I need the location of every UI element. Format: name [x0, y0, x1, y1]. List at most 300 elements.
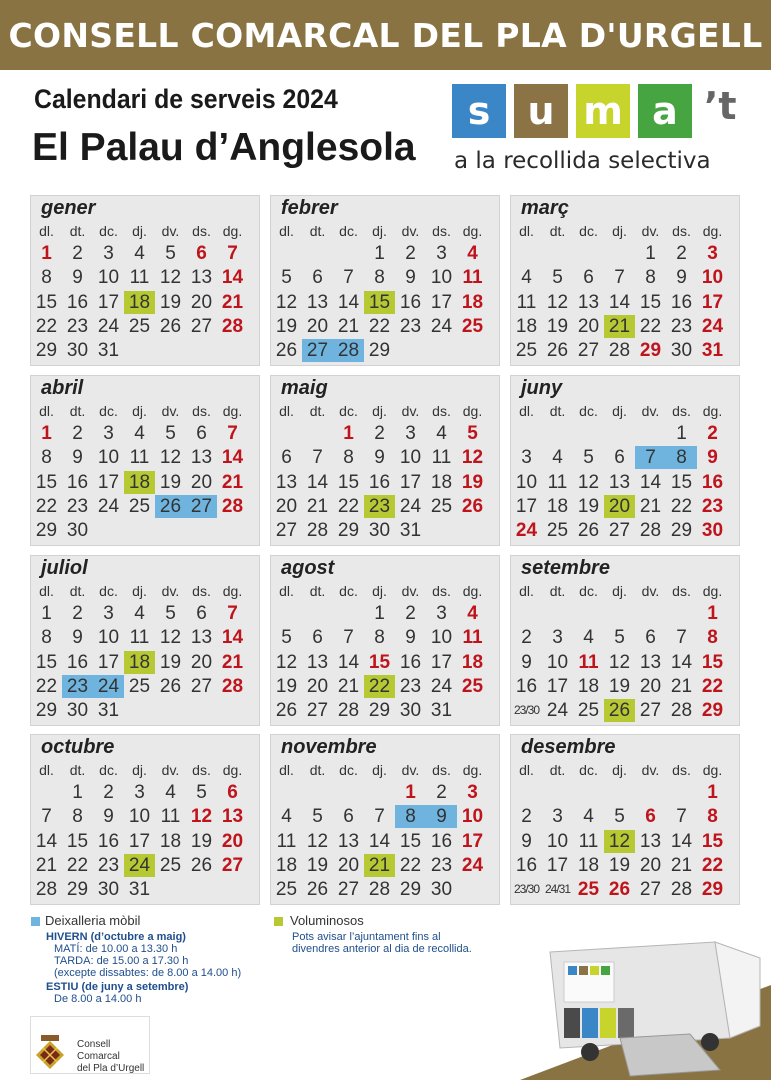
day-cell: 1 [41, 243, 52, 264]
day-cell: 20 [639, 675, 662, 697]
day-cell: 3 [552, 806, 563, 828]
day-cell: 15 [35, 471, 58, 493]
day-cell: 19 [577, 495, 600, 517]
day-cell: 1 [676, 423, 687, 444]
day-cell: 24 [515, 520, 538, 542]
day-cell: 26 [546, 340, 569, 362]
day-cell: 24 [93, 675, 124, 698]
day-cell: 4 [583, 806, 594, 828]
day-cell: 16 [515, 675, 538, 697]
weekday-header: dc. [579, 403, 598, 419]
day-cell: 12 [546, 291, 569, 313]
weekday-header: dv. [401, 583, 420, 599]
day-cell: 9 [72, 267, 83, 289]
day-cell: 19 [275, 315, 298, 337]
day-cell: 15 [337, 471, 360, 493]
day-cell: 30 [399, 700, 422, 722]
weekday-header: dc. [99, 223, 118, 239]
weekday-header: ds. [672, 223, 691, 239]
month-name: juny [521, 377, 563, 399]
day-cell: 13 [190, 447, 213, 469]
day-cell: 15 [66, 830, 89, 852]
day-cell: 3 [521, 447, 532, 469]
day-cell: 18 [461, 651, 484, 673]
weekday-header: dl. [519, 762, 534, 778]
day-cell: 8 [707, 627, 718, 649]
day-cell: 13 [275, 471, 298, 493]
day-cell: 19 [159, 471, 182, 493]
day-cell: 15 [701, 830, 724, 852]
day-cell: 26 [159, 675, 182, 697]
day-cell: 11 [129, 627, 150, 649]
day-cell: 31 [399, 520, 422, 542]
day-cell: 3 [436, 243, 447, 264]
day-cell: 29 [35, 520, 58, 542]
day-cell: 2 [72, 603, 83, 624]
day-cell: 11 [516, 291, 537, 313]
day-cell: 28 [670, 700, 693, 722]
month-febrer [270, 195, 500, 366]
day-cell: 22 [35, 315, 58, 337]
day-cell: 27 [306, 700, 329, 722]
day-cell: 23 [66, 315, 89, 337]
day-cell: 10 [430, 627, 453, 649]
day-cell: 13 [639, 651, 662, 673]
day-cell: 24 [97, 315, 120, 337]
day-cell: 24 [461, 854, 484, 876]
day-cell: 19 [275, 675, 298, 697]
day-cell: 17 [97, 291, 120, 313]
day-cell: 29 [368, 700, 391, 722]
day-cell: 29 [701, 879, 724, 901]
day-cell: 7 [227, 423, 238, 444]
day-cell: 12 [159, 267, 182, 289]
weekday-header: dv. [641, 403, 660, 419]
day-cell: 2 [521, 627, 532, 649]
weekday-header: dl. [519, 583, 534, 599]
month-desembre [510, 734, 740, 905]
day-cell: 28 [333, 339, 364, 362]
day-cell: 31 [430, 700, 453, 722]
day-cell: 6 [312, 627, 323, 649]
day-cell: 20 [306, 315, 329, 337]
day-cell: 12 [604, 830, 635, 853]
weekday-header: ds. [672, 583, 691, 599]
day-cell: 23 [430, 854, 453, 876]
day-cell: 29 [35, 340, 58, 362]
weekday-header: ds. [432, 223, 451, 239]
suma-suffix: ’t [704, 84, 737, 128]
day-cell: 1 [645, 243, 656, 264]
month-gener [30, 195, 260, 366]
weekday-header: dg. [702, 762, 723, 778]
crest-icon [35, 1035, 65, 1069]
day-cell: 21 [35, 854, 58, 876]
day-cell: 18 [577, 854, 600, 876]
month-name: març [521, 197, 569, 219]
day-cell: 4 [134, 423, 145, 444]
weekday-header: dt. [69, 223, 86, 239]
weekday-header: dc. [579, 223, 598, 239]
day-cell: 6 [645, 627, 656, 649]
logo-line: del Pla d’Urgell [77, 1063, 145, 1074]
deixalleria-line: (excepte dissabtes: de 8.00 a 14.00 h) [54, 967, 242, 979]
day-cell: 13 [608, 471, 631, 493]
day-cell: 7 [41, 806, 52, 828]
voluminosos-line: Pots avisar l’ajuntament fins al [292, 931, 441, 943]
day-cell: 1 [707, 782, 718, 803]
day-cell: 10 [97, 447, 120, 469]
day-cell: 26 [159, 315, 182, 337]
day-cell: 27 [608, 520, 631, 542]
day-cell: 30 [701, 520, 724, 542]
day-cell: 25 [128, 675, 151, 697]
weekday-header: ds. [672, 403, 691, 419]
day-cell: 8 [374, 267, 385, 289]
day-cell: 31 [97, 700, 120, 722]
deixalleria-line: HIVERN (d’octubre a maig) [46, 931, 186, 943]
day-cell: 4 [583, 627, 594, 649]
weekday-header: dt. [549, 223, 566, 239]
day-cell: 7 [614, 267, 625, 289]
day-cell: 11 [129, 447, 150, 469]
day-cell: 5 [312, 806, 323, 828]
weekday-header: dg. [462, 583, 483, 599]
day-cell: 30 [368, 520, 391, 542]
day-cell: 11 [431, 447, 452, 469]
day-cell: 4 [521, 267, 532, 289]
weekday-header: dl. [519, 403, 534, 419]
day-cell: 5 [196, 782, 207, 803]
day-cell: 30 [66, 520, 89, 542]
day-cell: 26 [577, 520, 600, 542]
day-cell: 26 [461, 495, 484, 517]
suma-letter-a: a [638, 84, 692, 138]
day-cell: 1 [374, 243, 385, 264]
day-cell: 14 [337, 291, 360, 313]
weekday-header: dl. [39, 223, 54, 239]
day-cell: 28 [306, 520, 329, 542]
month-name: maig [281, 377, 328, 399]
day-cell: 20 [577, 315, 600, 337]
day-cell: 7 [312, 447, 323, 469]
day-cell: 18 [546, 495, 569, 517]
day-cell: 21 [221, 291, 244, 313]
month-novembre [270, 734, 500, 905]
day-cell: 5 [552, 267, 563, 289]
month-octubre [30, 734, 260, 905]
day-cell: 11 [462, 267, 483, 289]
day-cell: 17 [128, 830, 151, 852]
day-cell: 18 [124, 291, 155, 314]
day-cell: 5 [165, 603, 176, 624]
day-cell: 4 [134, 243, 145, 264]
weekday-header: dj. [372, 762, 387, 778]
day-cell: 6 [343, 806, 354, 828]
day-cell: 26 [155, 495, 186, 518]
day-cell: 27 [190, 315, 213, 337]
day-cell: 2 [436, 782, 447, 803]
day-cell: 1 [707, 603, 718, 624]
day-cell: 4 [134, 603, 145, 624]
day-cell: 2 [72, 423, 83, 444]
day-cell: 14 [221, 627, 244, 649]
day-cell: 20 [190, 471, 213, 493]
day-cell: 30 [97, 879, 120, 901]
day-cell: 24 [399, 495, 422, 517]
weekday-header: ds. [192, 403, 211, 419]
deixalleria-line: De 8.00 a 14.00 h [54, 993, 142, 1005]
day-cell: 2 [72, 243, 83, 264]
suma-letter-m: m [576, 84, 630, 138]
weekday-header: dt. [309, 583, 326, 599]
weekday-header: dg. [222, 223, 243, 239]
day-cell: 22 [35, 495, 58, 517]
weekday-header: dj. [612, 223, 627, 239]
day-cell: 10 [97, 627, 120, 649]
town-name: El Palau d’Anglesola [32, 126, 416, 169]
deixalleria-line: TARDA: de 15.00 a 17.30 h [54, 955, 189, 967]
day-cell: 10 [430, 267, 453, 289]
month-name: abril [41, 377, 84, 399]
day-cell: 4 [552, 447, 563, 469]
weekday-header: dt. [69, 403, 86, 419]
weekday-header: dj. [132, 223, 147, 239]
day-cell: 22 [364, 675, 395, 698]
day-cell: 23 [66, 495, 89, 517]
day-cell: 28 [368, 879, 391, 901]
day-cell: 20 [221, 830, 244, 852]
day-cell: 10 [515, 471, 538, 493]
day-cell: 30 [66, 700, 89, 722]
day-cell: 26 [190, 854, 213, 876]
day-cell: 1 [374, 603, 385, 624]
month-name: setembre [521, 557, 610, 579]
weekday-header: dc. [339, 403, 358, 419]
day-cell: 14 [670, 651, 693, 673]
weekday-header: dj. [132, 762, 147, 778]
day-cell: 8 [41, 627, 52, 649]
day-cell: 4 [165, 782, 176, 803]
weekday-header: dv. [641, 762, 660, 778]
deixalleria-line: ESTIU (de juny a setembre) [46, 981, 189, 993]
day-cell: 4 [467, 243, 478, 264]
day-cell: 23/30 [513, 703, 540, 718]
voluminosos-line: divendres anterior al dia de recollida. [292, 943, 472, 955]
day-cell: 19 [608, 675, 631, 697]
day-cell: 14 [221, 267, 244, 289]
weekday-header: dv. [161, 762, 180, 778]
weekday-header: dv. [161, 403, 180, 419]
day-cell: 16 [701, 471, 724, 493]
day-cell: 12 [608, 651, 631, 673]
day-cell: 8 [41, 447, 52, 469]
weekday-header: dv. [161, 583, 180, 599]
weekday-header: dv. [401, 223, 420, 239]
day-cell: 25 [461, 675, 484, 697]
day-cell: 5 [583, 447, 594, 469]
day-cell: 21 [670, 675, 693, 697]
weekday-header: dl. [39, 583, 54, 599]
day-cell: 6 [583, 267, 594, 289]
day-cell: 28 [670, 879, 693, 901]
weekday-header: dg. [222, 762, 243, 778]
weekday-header: dc. [579, 583, 598, 599]
day-cell: 24 [124, 854, 155, 877]
day-cell: 6 [281, 447, 292, 469]
day-cell: 29 [701, 700, 724, 722]
day-cell: 9 [72, 627, 83, 649]
day-cell: 18 [430, 471, 453, 493]
day-cell: 20 [190, 291, 213, 313]
day-cell: 5 [614, 627, 625, 649]
day-cell: 5 [614, 806, 625, 828]
day-cell: 2 [405, 603, 416, 624]
day-cell: 8 [395, 805, 426, 828]
day-cell: 17 [461, 830, 484, 852]
day-cell: 22 [670, 495, 693, 517]
day-cell: 21 [364, 854, 395, 877]
day-cell: 22 [368, 315, 391, 337]
day-cell: 10 [546, 830, 569, 852]
month-setembre [510, 555, 740, 726]
day-cell: 2 [405, 243, 416, 264]
month-name: juliol [41, 557, 88, 579]
weekday-header: dl. [279, 583, 294, 599]
day-cell: 12 [159, 447, 182, 469]
weekday-header: dt. [69, 762, 86, 778]
day-cell: 23 [399, 315, 422, 337]
weekday-header: ds. [192, 583, 211, 599]
weekday-header: dg. [462, 403, 483, 419]
day-cell: 13 [577, 291, 600, 313]
weekday-header: dg. [222, 583, 243, 599]
day-cell: 27 [186, 495, 217, 518]
day-cell: 17 [430, 651, 453, 673]
day-cell: 25 [159, 854, 182, 876]
day-cell: 25 [128, 495, 151, 517]
day-cell: 21 [604, 315, 635, 338]
day-cell: 1 [343, 423, 354, 444]
day-cell: 12 [306, 830, 329, 852]
day-cell: 29 [337, 520, 360, 542]
day-cell: 16 [399, 291, 422, 313]
day-cell: 23 [399, 675, 422, 697]
day-cell: 17 [399, 471, 422, 493]
day-cell: 22 [701, 675, 724, 697]
day-cell: 28 [608, 340, 631, 362]
weekday-header: dt. [549, 762, 566, 778]
day-cell: 14 [368, 830, 391, 852]
weekday-header: dg. [462, 762, 483, 778]
day-cell: 17 [430, 291, 453, 313]
day-cell: 18 [159, 830, 182, 852]
day-cell: 13 [221, 806, 244, 828]
day-cell: 5 [281, 267, 292, 289]
day-cell: 14 [670, 830, 693, 852]
day-cell: 8 [41, 267, 52, 289]
weekday-header: dt. [309, 403, 326, 419]
weekday-header: dc. [99, 403, 118, 419]
day-cell: 24 [430, 675, 453, 697]
day-cell: 5 [467, 423, 478, 444]
mobile-unit-illustration [520, 930, 771, 1080]
day-cell: 30 [670, 340, 693, 362]
weekday-header: dt. [309, 762, 326, 778]
day-cell: 11 [462, 627, 483, 649]
day-cell: 28 [639, 520, 662, 542]
day-cell: 8 [707, 806, 718, 828]
day-cell: 13 [306, 291, 329, 313]
weekday-header: dt. [309, 223, 326, 239]
day-cell: 12 [275, 291, 298, 313]
day-cell: 4 [467, 603, 478, 624]
day-cell: 26 [275, 340, 298, 362]
day-cell: 7 [676, 627, 687, 649]
day-cell: 28 [337, 700, 360, 722]
day-cell: 9 [405, 267, 416, 289]
day-cell: 29 [399, 879, 422, 901]
consell-logo [30, 1016, 150, 1074]
day-cell: 14 [221, 447, 244, 469]
day-cell: 3 [134, 782, 145, 803]
day-cell: 4 [436, 423, 447, 444]
day-cell: 23 [701, 495, 724, 517]
day-cell: 16 [66, 291, 89, 313]
day-cell: 3 [707, 243, 718, 264]
day-cell: 26 [306, 879, 329, 901]
day-cell: 9 [426, 805, 457, 828]
weekday-header: dj. [612, 583, 627, 599]
day-cell: 6 [614, 447, 625, 469]
weekday-header: dg. [702, 403, 723, 419]
weekday-header: dc. [99, 762, 118, 778]
weekday-header: dj. [612, 762, 627, 778]
day-cell: 12 [275, 651, 298, 673]
day-cell: 10 [546, 651, 569, 673]
day-cell: 13 [190, 627, 213, 649]
day-cell: 10 [128, 806, 151, 828]
day-cell: 10 [97, 267, 120, 289]
weekday-header: dj. [372, 223, 387, 239]
suma-letter-u: u [514, 84, 568, 138]
day-cell: 25 [577, 879, 600, 901]
day-cell: 21 [670, 854, 693, 876]
day-cell: 14 [608, 291, 631, 313]
deixalleria-title: Deixalleria mòbil [45, 913, 141, 928]
day-cell: 26 [275, 700, 298, 722]
day-cell: 21 [221, 471, 244, 493]
month-name: agost [281, 557, 335, 579]
day-cell: 20 [639, 854, 662, 876]
day-cell: 19 [306, 854, 329, 876]
day-cell: 28 [35, 879, 58, 901]
day-cell: 5 [281, 627, 292, 649]
weekday-header: dt. [549, 583, 566, 599]
day-cell: 25 [430, 495, 453, 517]
day-cell: 2 [676, 243, 687, 264]
day-cell: 3 [552, 627, 563, 649]
day-cell: 18 [577, 675, 600, 697]
day-cell: 27 [275, 520, 298, 542]
day-cell: 23/30 [513, 882, 540, 897]
weekday-header: dg. [702, 223, 723, 239]
day-cell: 15 [35, 651, 58, 673]
weekday-header: dj. [372, 403, 387, 419]
day-cell: 22 [701, 854, 724, 876]
day-cell: 9 [521, 830, 532, 852]
weekday-header: dg. [462, 223, 483, 239]
